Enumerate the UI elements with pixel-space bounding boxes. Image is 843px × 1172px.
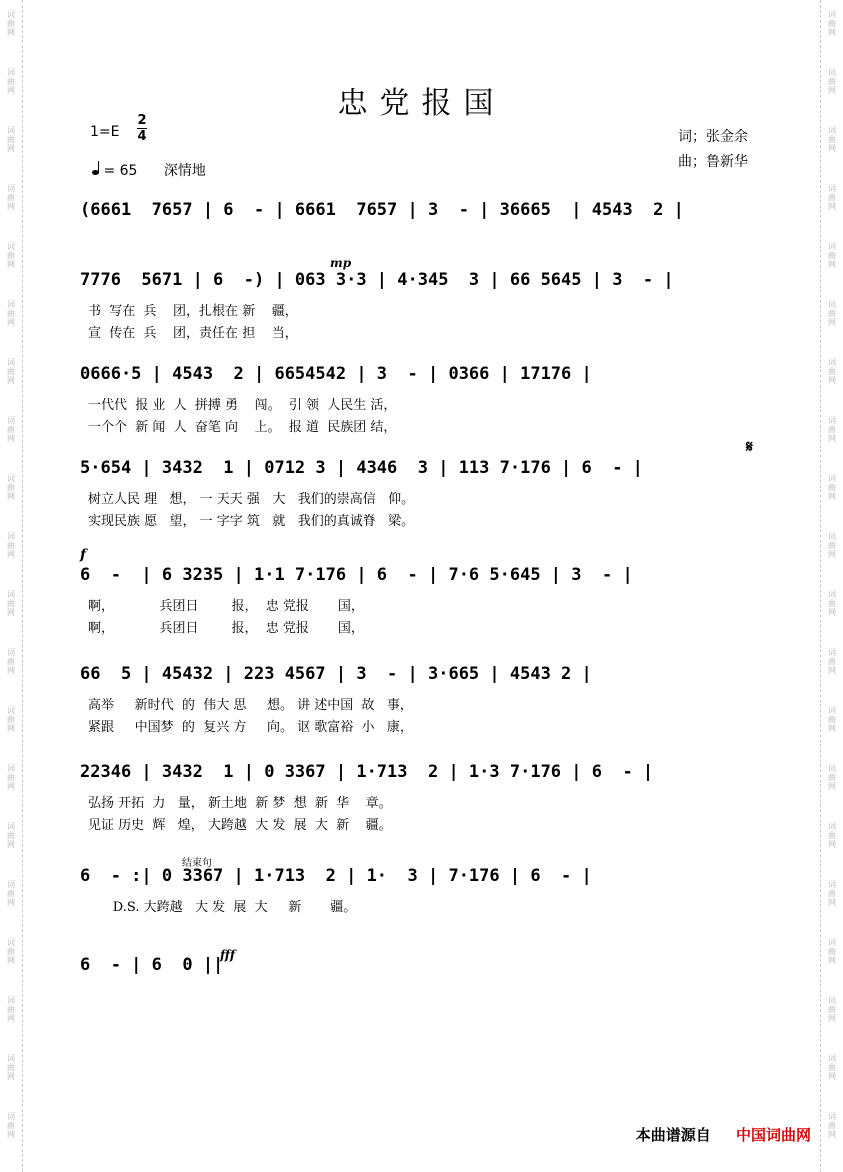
watermark-text: 词 曲 网 — [828, 68, 836, 95]
watermark-text: 词 曲 网 — [828, 706, 836, 733]
lyric-verse1-line-7: 弘扬 开拓 力 量， 新土地 新 梦 想 新 华 章。 — [88, 796, 392, 811]
lyric-verse1-line-3: 一代代 报 业 人 拼搏 勇 闯。 引 领 人民生 活， — [88, 398, 397, 413]
watermark-text: 词 曲 网 — [7, 590, 15, 617]
watermark-text: 词 曲 网 — [7, 822, 15, 849]
watermark-text: 词 曲 网 — [828, 938, 836, 965]
watermark-text: 词 曲 网 — [7, 68, 15, 95]
watermark-text: 词 曲 网 — [7, 706, 15, 733]
dynamic-mp: mp — [330, 256, 352, 270]
staff-line-8: 6 - :| 0 3367 | 1·713 2 | 1· 3 | 7·176 | 6 - | — [80, 866, 592, 886]
quarter-note-icon — [92, 170, 99, 175]
watermark-text: 词 曲 网 — [828, 996, 836, 1023]
watermark-text: 词 曲 网 — [7, 1112, 15, 1139]
watermark-text: 词 曲 网 — [7, 648, 15, 675]
lyric-verse2-line-5: 啊， 兵团日 报， 忠 党报 国， — [88, 621, 364, 636]
watermark-text: 词 曲 网 — [828, 474, 836, 501]
watermark-text: 词 曲 网 — [828, 590, 836, 617]
staff-line-5: 6 - | 6 3235 | 1·1 7·176 | 6 - | 7·6 5·645 | 3 - | — [80, 565, 633, 585]
watermark-text: 词 曲 网 — [828, 764, 836, 791]
lyric-verse2-line-7: 见证 历史 辉 煌， 大跨越 大 发 展 大 新 疆。 — [88, 818, 392, 833]
staff-line-9: 6 - | 6 0 || — [80, 955, 224, 975]
time-signature — [137, 114, 147, 143]
composer-credit: 曲；鲁新华 — [678, 154, 748, 170]
lyric-verse1-line-6: 高举 新时代 的 伟大 思 想。 讲 述中国 故 事， — [88, 698, 413, 713]
footer-credit — [636, 1124, 811, 1145]
watermark-text: 词 曲 网 — [828, 358, 836, 385]
dynamic-f: f — [80, 547, 87, 563]
lyric-verse2-line-4: 实现民族 愿 望， 一 字字 筑 就 我们的真诚脊 梁。 — [88, 514, 415, 529]
footer-source: 本曲谱源自 — [635, 1126, 711, 1144]
lyric-verse1-line-2: 书 写在 兵 团，扎根在 新 疆， — [88, 304, 298, 319]
watermark-text: 词 曲 网 — [7, 300, 15, 327]
segno-sign: 𝄋 — [746, 437, 753, 456]
watermark-text: 词 曲 网 — [828, 416, 836, 443]
watermark-text: 词 曲 网 — [7, 242, 15, 269]
staff-line-3: 0666·5 | 4543 2 | 6654542 | 3 - | 0366 | 17176 | — [80, 364, 592, 384]
watermark-text: 词 曲 网 — [7, 532, 15, 559]
lyric-verse1-line-5: 啊， 兵团日 报， 忠 党报 国， — [88, 599, 364, 614]
watermark-text: 词 曲 网 — [828, 1112, 836, 1139]
ending-label: 结束句 — [182, 858, 212, 869]
watermark-text: 词 曲 网 — [828, 648, 836, 675]
key-signature — [90, 124, 119, 140]
key-text: 1=E — [90, 124, 120, 140]
staff-line-6: 66 5 | 45432 | 223 4567 | 3 - | 3·665 | 4543 2 | — [80, 664, 592, 684]
tempo-marking — [92, 160, 206, 180]
time-bottom: 4 — [137, 129, 147, 144]
watermark-text: 词 曲 网 — [7, 184, 15, 211]
watermark-text: 词 曲 网 — [828, 10, 836, 37]
lyric-verse2-line-2: 宣 传在 兵 团，责任在 担 当， — [88, 326, 298, 341]
lyric-verse1-line-4: 树立人民 理 想， 一 天天 强 大 我们的崇高信 仰。 — [88, 492, 415, 507]
watermark-text: 词 曲 网 — [828, 532, 836, 559]
watermark-text: 词 曲 网 — [828, 126, 836, 153]
time-top: 2 — [137, 113, 147, 128]
lyric-verse1-line-8: D.S. 大跨越 大 发 展 大 新 疆。 — [88, 900, 357, 915]
watermark-text: 词 曲 网 — [7, 358, 15, 385]
lyric-verse2-line-3: 一个个 新 闻 人 奋笔 向 上。 报 道 民族团 结， — [88, 420, 397, 435]
dynamic-fff: fff — [220, 948, 236, 962]
watermark-text: 词 曲 网 — [7, 764, 15, 791]
watermark-text: 词 曲 网 — [7, 10, 15, 37]
watermark-text: 词 曲 网 — [828, 880, 836, 907]
tempo-text: = 65 — [103, 163, 138, 179]
staff-line-7: 22346 | 3432 1 | 0 3367 | 1·713 2 | 1·3 7·176 | 6 - | — [80, 762, 654, 782]
watermark-text: 词 曲 网 — [7, 416, 15, 443]
watermark-text: 词 曲 网 — [828, 184, 836, 211]
watermark-text: 词 曲 网 — [7, 996, 15, 1023]
footer-site[interactable]: 中国词曲网 — [735, 1126, 811, 1144]
watermark-text: 词 曲 网 — [828, 1054, 836, 1081]
watermark-text: 词 曲 网 — [7, 1054, 15, 1081]
watermark-text: 词 曲 网 — [7, 474, 15, 501]
watermark-text: 词 曲 网 — [828, 300, 836, 327]
staff-line-1: (6661 7657 | 6 - | 6661 7657 | 3 - | 36665 | 4543 2 | — [80, 200, 684, 220]
lyric-verse2-line-6: 紧跟 中国梦 的 复兴 方 向。 讴 歌富裕 小 康， — [88, 720, 413, 735]
watermark-text: 词 曲 网 — [7, 126, 15, 153]
expression-text: 深情地 — [163, 163, 206, 179]
watermark-text: 词 曲 网 — [7, 880, 15, 907]
song-title: 忠党报国 — [337, 86, 506, 121]
watermark-text: 词 曲 网 — [7, 938, 15, 965]
staff-line-4: 5·654 | 3432 1 | 0712 3 | 4346 3 | 113 7·176 | 6 - | — [80, 458, 643, 478]
watermark-text: 词 曲 网 — [828, 822, 836, 849]
staff-line-2: 7776 5671 | 6 -) | 063 3·3 | 4·345 3 | 66 5645 | 3 - | — [80, 270, 674, 290]
lyricist-credit: 词；张金余 — [678, 129, 748, 145]
watermark-text: 词 曲 网 — [828, 242, 836, 269]
